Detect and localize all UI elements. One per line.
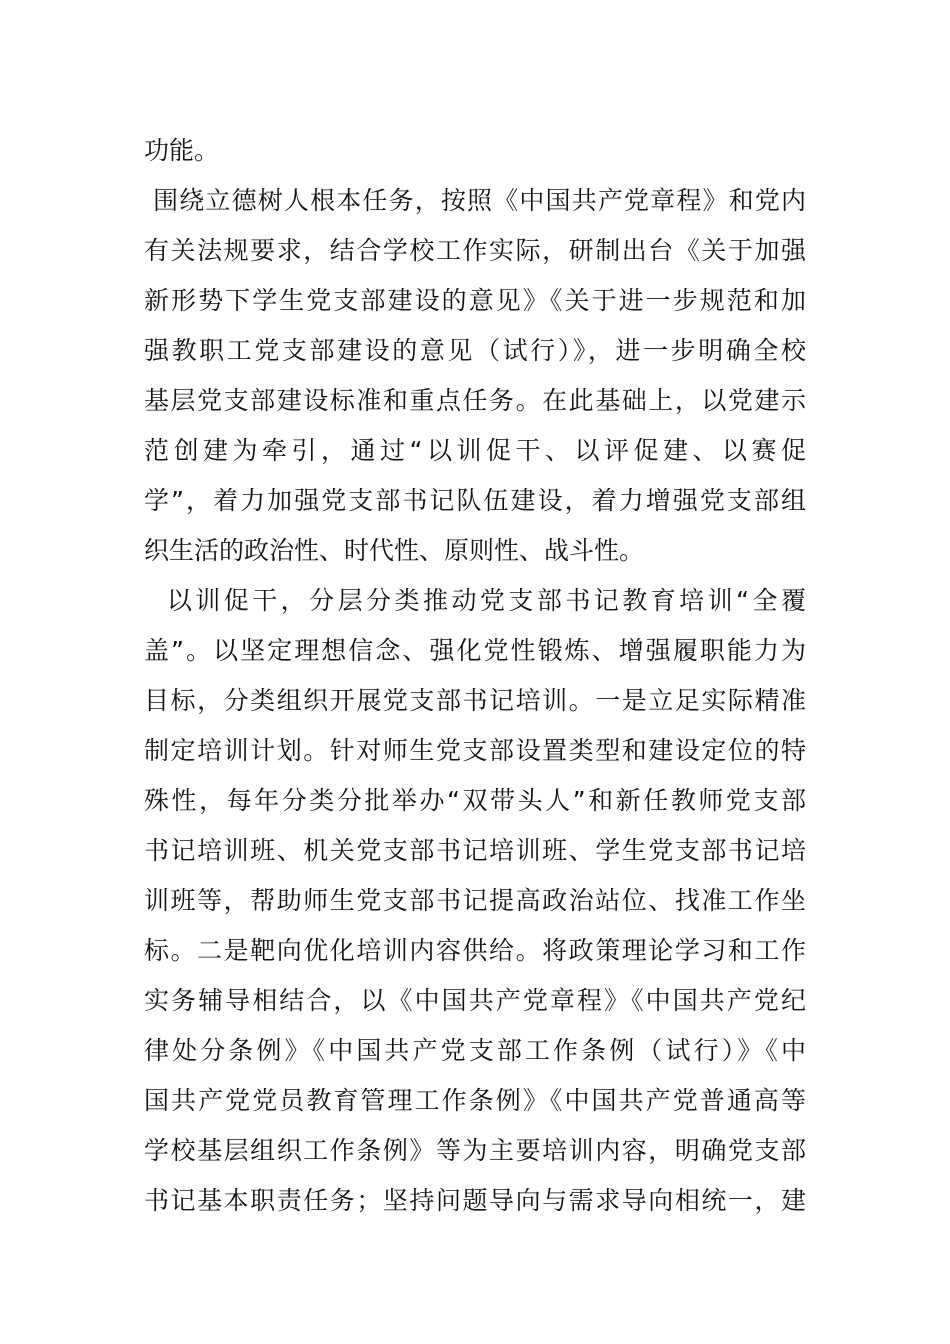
text-line: 强教职工党支部建设的意见（试行）》，进一步明确全校 <box>144 336 806 365</box>
text-line: 范创建为牵引，通过“以训促干、以评促建、以赛促 <box>144 436 806 465</box>
text-line: 标。二是靶向优化培训内容供给。将政策理论学习和工作 <box>144 936 806 965</box>
text-line: 国共产党党员教育管理工作条例》《中国共产党普通高等 <box>144 1086 806 1115</box>
text-line: 训班等，帮助师生党支部书记提高政治站位、找准工作坐 <box>144 886 806 915</box>
text-line: 书记培训班、机关党支部书记培训班、学生党支部书记培 <box>144 836 806 865</box>
text-line: 功能。 <box>144 136 220 165</box>
text-line: 目标，分类组织开展党支部书记培训。一是立足实际精准 <box>144 686 806 715</box>
text-line: 殊性，每年分类分批举办“双带头人”和新任教师党支部 <box>144 786 806 815</box>
text-line: 新形势下学生党支部建设的意见》《关于进一步规范和加 <box>144 286 806 315</box>
text-line: 学”，着力加强党支部书记队伍建设，着力增强党支部组 <box>144 486 806 515</box>
text-line: 制定培训计划。针对师生党支部设置类型和建设定位的特 <box>144 736 806 765</box>
text-line: 基层党支部建设标准和重点任务。在此基础上，以党建示 <box>144 386 806 415</box>
text-line: 盖”。以坚定理想信念、强化党性锻炼、增强履职能力为 <box>144 636 806 665</box>
body-text <box>144 126 806 1226</box>
text-line: 围绕立德树人根本任务，按照《中国共产党章程》和党内 <box>144 186 806 215</box>
text-line: 有关法规要求，结合学校工作实际，研制出台《关于加强 <box>144 236 806 265</box>
text-line: 织生活的政治性、时代性、原则性、战斗性。 <box>144 536 645 565</box>
text-line: 律处分条例》《中国共产党支部工作条例（试行）》《中 <box>144 1036 806 1065</box>
text-line: 实务辅导相结合，以《中国共产党章程》《中国共产党纪 <box>144 986 806 1015</box>
text-line: 以训促干，分层分类推动党支部书记教育培训“全覆 <box>144 586 806 615</box>
text-line: 书记基本职责任务；坚持问题导向与需求导向相统一，建 <box>144 1186 806 1215</box>
text-line: 学校基层组织工作条例》等为主要培训内容，明确党支部 <box>144 1136 806 1165</box>
